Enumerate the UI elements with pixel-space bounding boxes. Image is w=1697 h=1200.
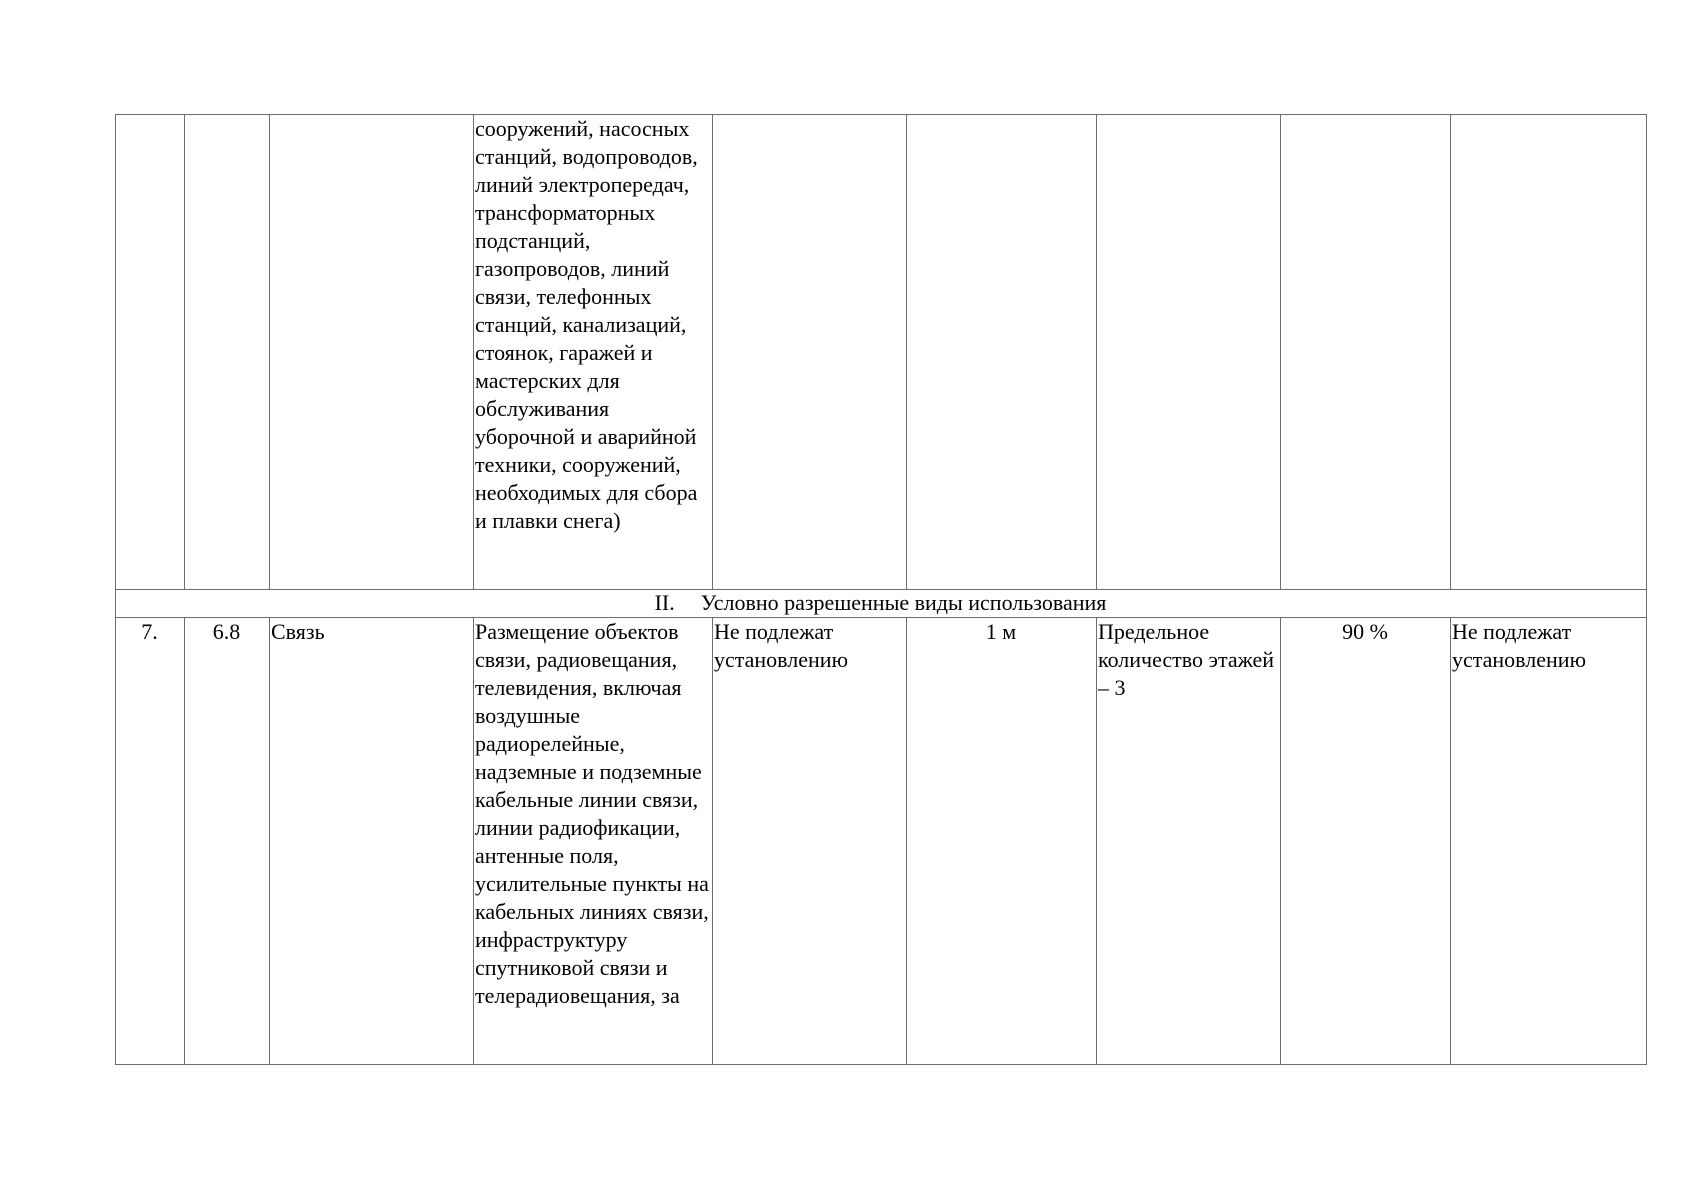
cell-name bbox=[270, 115, 474, 590]
cell-coverage: 90 % bbox=[1281, 618, 1451, 1065]
cell-other: Не подлежат установлению bbox=[1451, 618, 1647, 1065]
section-number: II. bbox=[654, 590, 675, 615]
continued-row bbox=[116, 115, 1647, 590]
section-title: Условно разрешенные виды использования bbox=[700, 590, 1107, 615]
cell-number bbox=[116, 115, 185, 590]
cell-setback bbox=[907, 115, 1097, 590]
cell-area: Не подлежат установлению bbox=[713, 618, 907, 1065]
cell-code: 6.8 bbox=[185, 618, 270, 1065]
cell-name: Связь bbox=[270, 618, 474, 1065]
table-row bbox=[116, 618, 1647, 1065]
land-use-table bbox=[115, 114, 1647, 1065]
cell-number: 7. bbox=[116, 618, 185, 1065]
cell-area bbox=[713, 115, 907, 590]
cell-description: сооружений, насосных станций, водопроводов, линий электропередач, трансформаторных подстанций, газопроводов, линий связи, телефонных станций, канализаций, стоянок, гаражей и мастерских для обслуживания уборочной и аварийной техники, сооружений, необходимых для сбора и плавки снега) bbox=[474, 115, 713, 590]
cell-floors bbox=[1097, 115, 1281, 590]
cell-floors: Предельное количество этажей – 3 bbox=[1097, 618, 1281, 1065]
section-header-row bbox=[116, 590, 1647, 618]
cell-other bbox=[1451, 115, 1647, 590]
section-header bbox=[116, 590, 1647, 618]
cell-description: Размещение объектов связи, радиовещания, телевидения, включая воздушные радиорелейные, надземные и подземные кабельные линии связи, линии радиофикации, антенные поля, усилительные пункты на кабельных линиях связи, инфраструктуру спутниковой связи и телерадиовещания, за bbox=[474, 618, 713, 1065]
cell-code bbox=[185, 115, 270, 590]
cell-coverage bbox=[1281, 115, 1451, 590]
cell-setback: 1 м bbox=[907, 618, 1097, 1065]
